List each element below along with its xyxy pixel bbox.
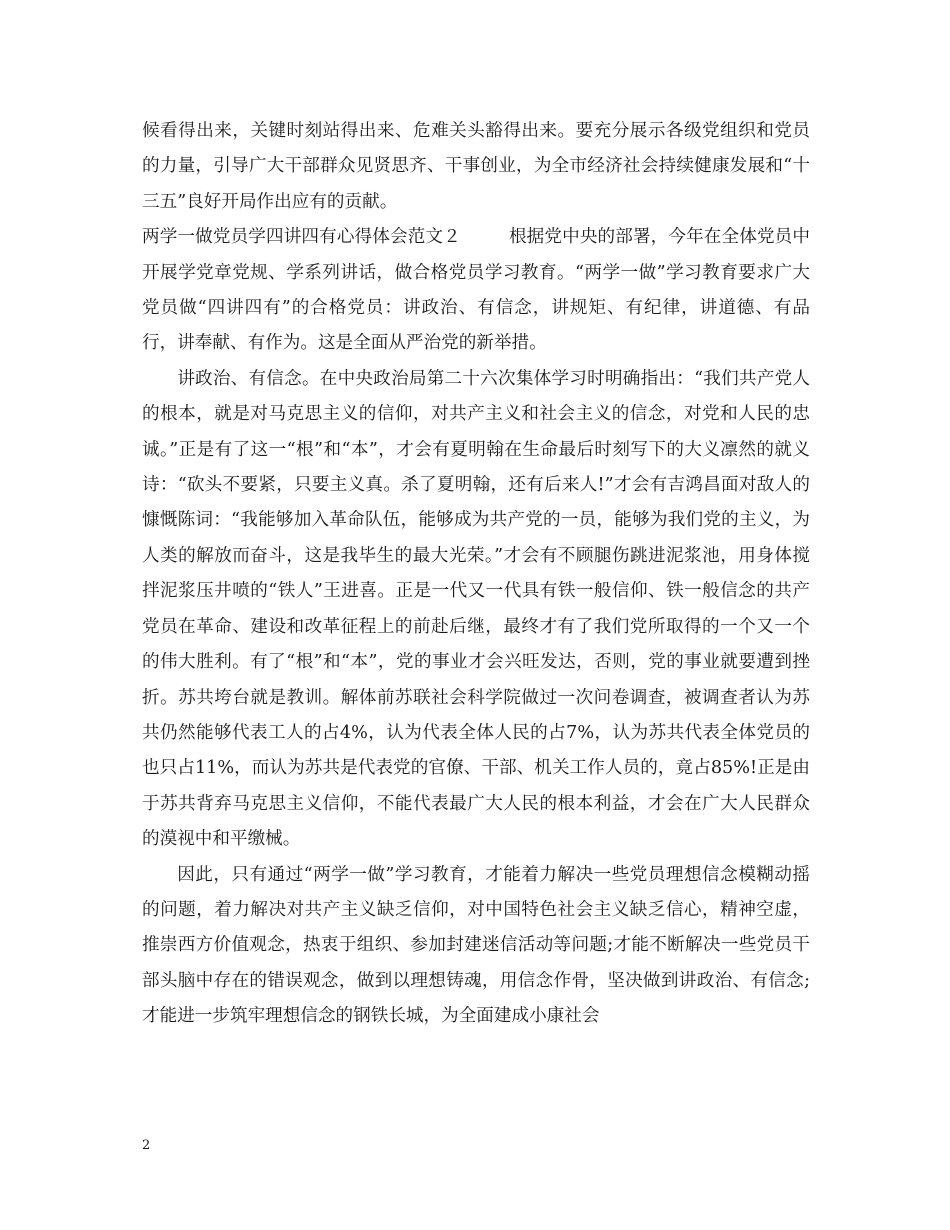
document-body <box>142 114 810 1035</box>
paragraph-continuation: 候看得出来，关键时刻站得出来、危难关头豁得出来。要充分展示各级党组织和党员的力量，引导广大干部群众见贤思齐、干事创业，为全市经济社会持续健康发展和“十三五”良好开局作出应有的贡献。 <box>142 121 810 212</box>
paragraph-section-intro <box>142 220 810 362</box>
page-number: 2 <box>142 1138 151 1153</box>
paragraph-politics-belief: 讲政治、有信念。在中央政治局第二十六次集体学习时明确指出：“我们共产党人的根本，就是对马克思主义的信仰，对共产主义和社会主义的信念，对党和人民的忠诚。”正是有了这一“根”和“本”，才会有夏明翰在生命最后时刻写下的大义凛然的就义诗：“砍头不要紧，只要主义真。杀了夏明翰，还有后来人!”才会有吉鸿昌面对敌人的慷慨陈词：“我能够加入革命队伍，能够成为共产党的一员，能够为我们党的主义，为人类的解放而奋斗，这是我毕生的最大光荣。”才会有不顾腿伤跳进泥浆池，用身体搅拌泥浆压井喷的“铁人”王进喜。正是一代又一代具有铁一般信仰、铁一般信念的共产党员在革命、建设和改革征程上的前赴后继，最终才有了我们党所取得的一个又一个的伟大胜利。有了“根”和“本”，党的事业才会兴旺发达，否则，党的事业就要遭到挫折。苏共垮台就是教训。解体前苏联社会科学院做过一次问卷调查，被调查者认为苏共仍然能够代表工人的占4%，认为代表全体人民的占7%，认为苏共代表全体党员的也只占11%，而认为苏共是代表党的官僚、干部、机关工作人员的，竟占85%!正是由于苏共背弃马克思主义信仰，不能代表最广大人民的根本利益，才会在广大人民群众的漠视中和平缴械。 <box>142 368 810 850</box>
section-heading: 两学一做党员学四讲四有心得体会范文２ <box>142 227 461 248</box>
section-intro-text: 根据党中央的部署，今年在全体党员中开展学党章党规、学系列讲话，做合格党员学习教育。“两学一做”学习教育要求广大党员做“四讲四有”的合格党员：讲政治、有信念，讲规矩、有纪律，讲道德、有品行，讲奉献、有作为。这是全面从严治党的新举措。 <box>142 227 810 354</box>
paragraph-therefore: 因此，只有通过“两学一做”学习教育，才能着力解决一些党员理想信念模糊动摇的问题，着力解决对共产主义缺乏信仰，对中国特色社会主义缺乏信心，精神空虚，推崇西方价值观念，热衷于组织、参加封建迷信活动等问题;才能不断解决一些党员干部头脑中存在的错误观念，做到以理想铸魂，用信念作骨，坚决做到讲政治、有信念;才能进一步筑牢理想信念的钢铁长城，为全面建成小康社会 <box>142 864 810 1027</box>
